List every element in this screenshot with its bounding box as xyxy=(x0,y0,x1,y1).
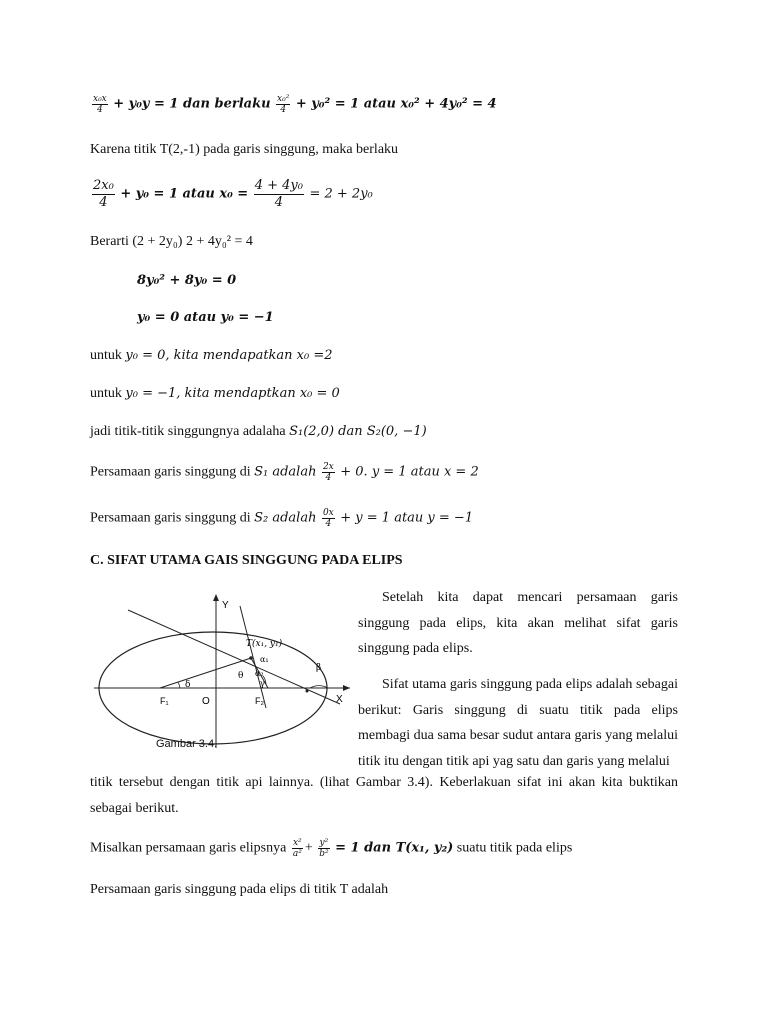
fraction-denominator: b² xyxy=(319,849,329,859)
x-axis-arrow xyxy=(343,685,350,691)
label-t: T(x₁, y₁) xyxy=(246,639,283,649)
text-line-4: Berarti (2 + 2y₀) 2 + 4y₀² = 4 xyxy=(90,234,253,249)
figure-caption: Gambar 3.4. xyxy=(156,738,218,750)
text: untuk xyxy=(90,348,122,363)
label-o: O xyxy=(202,696,210,707)
delta-arc xyxy=(178,682,180,688)
equation-text: S₁ adalah xyxy=(254,464,317,480)
text-line-7 xyxy=(90,346,333,366)
fraction-numerator: 2x xyxy=(322,462,334,472)
equation-text: + y = 1 atau y = −1 xyxy=(340,510,474,526)
y-axis-arrow xyxy=(213,594,219,601)
paragraph-2: Sifat utama garis singgung pada elips adalah sebagai berikut: Garis singgung di suatu titik pada elips membagi dua sama besar sudut antara garis yang melalui titik itu dengan titik api yag satu dan garis yang melalui xyxy=(358,677,678,769)
equation-text: = 2 + 2y₀ xyxy=(309,186,373,202)
fraction-denominator: 4 xyxy=(99,195,108,210)
fraction-denominator: 4 xyxy=(280,105,287,115)
equation-text: + y₀y = 1 dan berlaku xyxy=(113,96,271,112)
text: Persamaan garis singgung di xyxy=(90,510,251,526)
text-line-11 xyxy=(90,508,473,529)
fraction-denominator: a² xyxy=(292,849,302,859)
text-line-9 xyxy=(90,422,427,442)
fraction-numerator: x² xyxy=(292,838,302,848)
label-delta: δ xyxy=(185,680,191,690)
label-y: Y xyxy=(222,600,229,611)
fraction-numerator: y² xyxy=(319,838,329,848)
text-line-13: Persamaan garis singgung pada elips di titik T adalah xyxy=(90,882,389,897)
equation-text: + y₀² = 1 atau x₀² + 4y₀² = 4 xyxy=(295,96,497,112)
text-line-2: Karena titik T(2,-1) pada garis singgung, maka berlaku xyxy=(90,142,399,157)
label-alpha2: α₂ xyxy=(255,669,264,678)
equation-text: = 1 dan T(x₁, y₂) xyxy=(335,840,454,856)
equation-line-1 xyxy=(90,94,497,115)
equation-text: S₂ adalah xyxy=(254,510,317,526)
fraction-numerator: x₀x xyxy=(93,94,107,104)
fraction-denominator: 4 xyxy=(325,519,332,529)
label-alpha1: α₁ xyxy=(260,655,269,664)
label-theta: θ xyxy=(238,671,244,681)
label-f1: F₁ xyxy=(160,696,169,706)
point-t xyxy=(249,656,253,660)
label-x: X xyxy=(336,694,343,705)
label-beta: β xyxy=(316,663,322,673)
fraction-denominator: 4 xyxy=(274,195,283,210)
equation-line-6: y₀ = 0 atau y₀ = −1 xyxy=(137,310,274,325)
text: suatu titik pada elips xyxy=(456,840,573,856)
text: jadi titik-titik singgungnya adalaha xyxy=(90,424,286,439)
paragraph-2-continued: titik tersebut dengan titik api lainnya. (lihat Gambar 3.4). Keberlakuan sifat ini akan kita buktikan sebagai berikut. xyxy=(90,775,678,816)
text-line-8 xyxy=(90,384,340,404)
fraction-numerator: 0x xyxy=(322,508,334,518)
label-gamma: γ xyxy=(260,679,265,688)
equation-text: y₀ = 0, kita mendapatkan x₀ =2 xyxy=(125,348,333,363)
equation-line-3 xyxy=(90,178,373,211)
equation-line-5: 8y₀² + 8y₀ = 0 xyxy=(137,273,237,288)
fraction-denominator: 4 xyxy=(97,105,103,115)
label-f2: F₂ xyxy=(255,696,264,706)
equation-text: S₁(2,0) dan S₂(0, −1) xyxy=(289,424,427,439)
text: Persamaan garis singgung di xyxy=(90,464,251,480)
equation-text: + y₀ = 1 atau x₀ = xyxy=(120,186,249,202)
text-line-10 xyxy=(90,462,479,483)
section-heading: C. SIFAT UTAMA GAIS SINGGUNG PADA ELIPS xyxy=(90,553,403,568)
equation-text: y₀ = −1, kita mendaptkan x₀ = 0 xyxy=(125,386,340,401)
text-line-12: Misalkan persamaan garis elipsnya $\frac{\text{x²}}{\text{a²}}$ + $\frac{\text{y²}}{\text{b²}}$ = 1 dan T(x₁, y₂) suatu titik pada elips xyxy=(90,838,573,859)
text: Misalkan persamaan garis elipsnya xyxy=(90,840,287,856)
beta-marker xyxy=(306,690,309,693)
fraction-denominator: 4 xyxy=(325,473,332,483)
fraction-numerator: x₀² xyxy=(277,94,290,104)
paragraph-1: Setelah kita dapat mencari persamaan garis singgung pada elips, kita akan melihat sifat garis singgung pada elips. xyxy=(358,590,678,656)
fraction-numerator: 2x₀ xyxy=(93,178,114,193)
fraction-numerator: 4 + 4y₀ xyxy=(254,178,303,193)
ellipse-tangent-figure xyxy=(88,588,353,758)
equation-text: + 0. y = 1 atau x = 2 xyxy=(340,464,479,480)
text: untuk xyxy=(90,386,122,401)
